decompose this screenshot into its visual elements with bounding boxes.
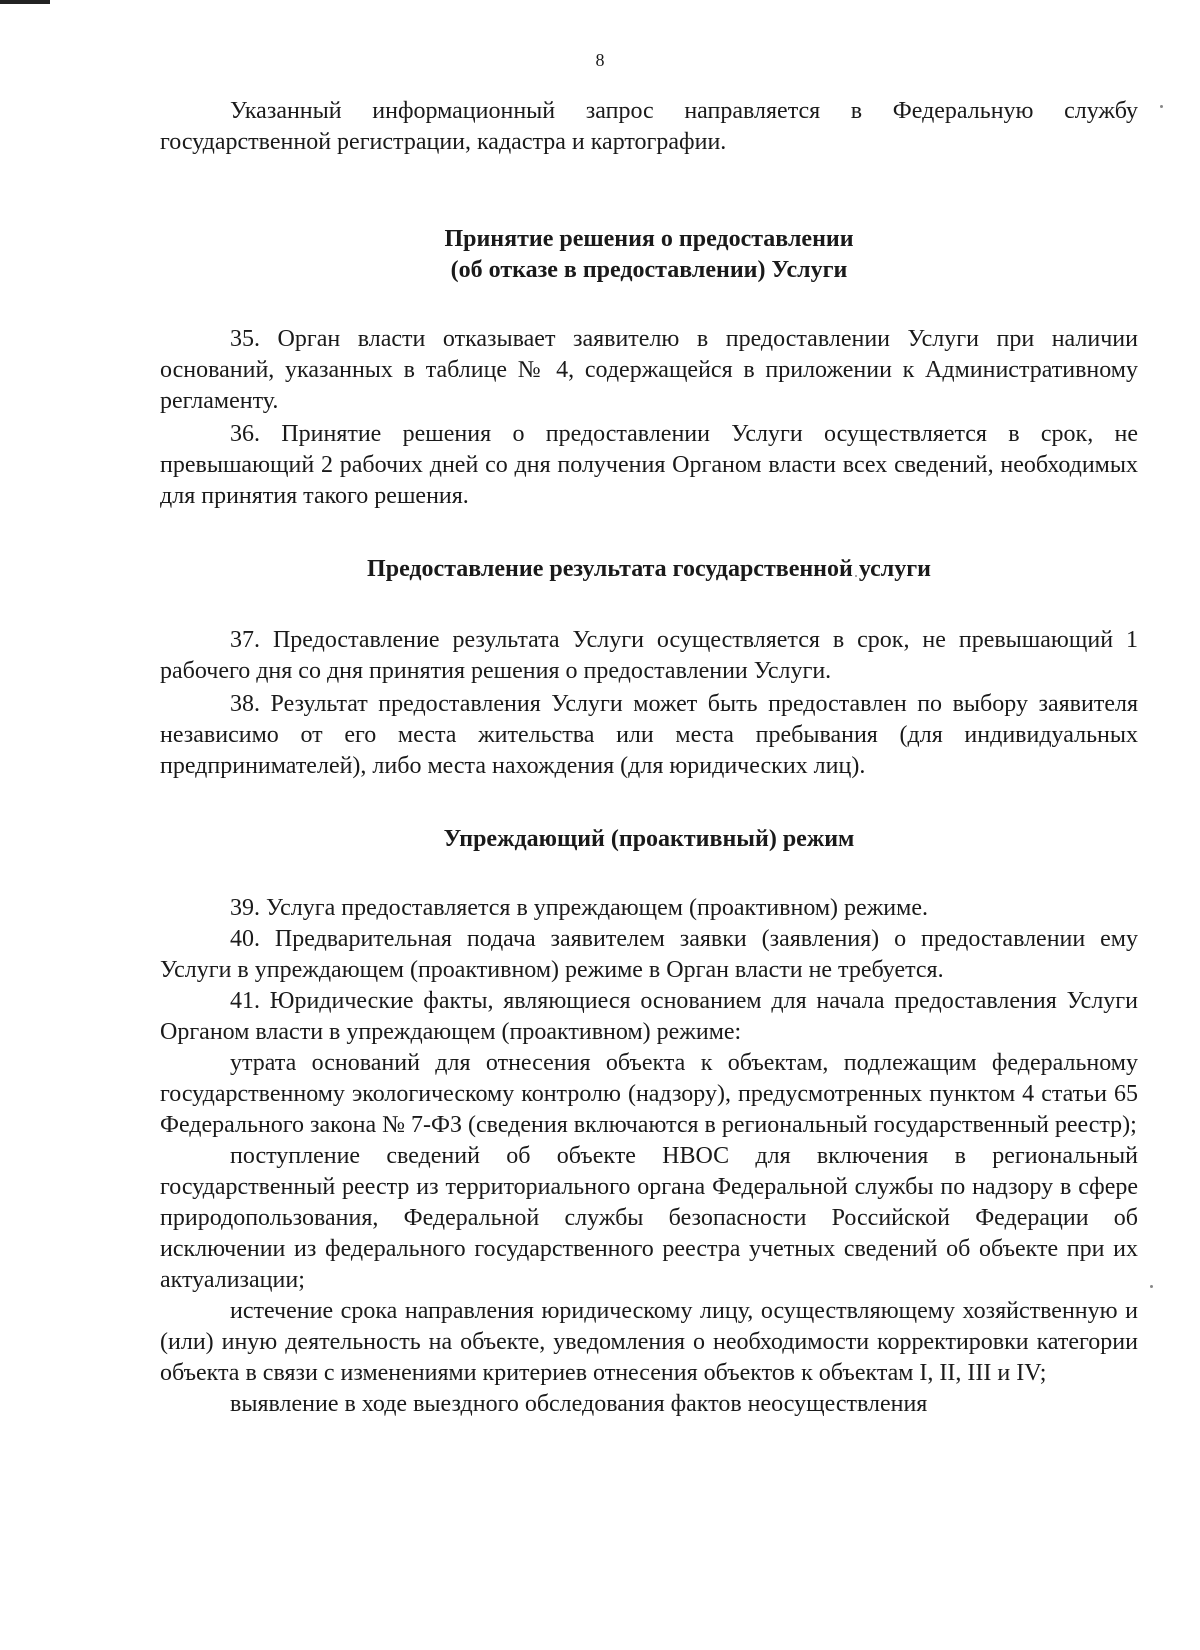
paragraph-38: 38. Результат предоставления Услуги может быть предоставлен по выбору заявителя независимо от его места жительства или места пребывания (для индивидуальных предпринимателей), либо места нахождения (для юридических лиц). [160, 691, 1138, 779]
section-heading-result: Предоставление результата государственной услуги [367, 556, 931, 582]
scan-speck [1150, 1285, 1153, 1288]
list-item-3: истечение срока направления юридическому лицу, осуществляющему хозяйственную и (или) иную деятельность на объекте, уведомления о необходимости корректировки категории объекта в связи с изменениями критериев отнесения объектов к объектам I, II, III и IV; [160, 1298, 1138, 1386]
scan-speck [1160, 105, 1163, 108]
list-item-1: утрата оснований для отнесения объекта к объектам, подлежащим федеральному государственному экологическому контролю (надзору), предусмотренных пунктом 4 статьи 65 Федерального закона № 7-ФЗ (сведения включаются в региональный государственный реестр); [160, 1050, 1138, 1138]
paragraph-35: 35. Орган власти отказывает заявителю в предоставлении Услуги при наличии оснований, указанных в таблице № 4, содержащейся в приложении к Административному регламенту. [160, 326, 1138, 414]
paragraph-37: 37. Предоставление результата Услуги осуществляется в срок, не превышающий 1 рабочего дня со дня принятия решения о предоставлении Услуги. [160, 627, 1138, 684]
paragraph-41: 41. Юридические факты, являющиеся основанием для начала предоставления Услуги Органом власти в упреждающем (проактивном) режиме: [160, 988, 1138, 1045]
paragraph-40: 40. Предварительная подача заявителем заявки (заявления) о предоставлении ему Услуги в упреждающем (проактивном) режиме в Орган власти не требуется. [160, 926, 1138, 983]
document-body [160, 96, 1138, 1420]
section-heading-proactive: Упреждающий (проактивный) режим [443, 826, 855, 852]
scan-edge-mark [0, 0, 50, 4]
section-heading-decision [160, 224, 1138, 286]
heading-line: Принятие решения о предоставлении [444, 226, 854, 252]
intro-paragraph: Указанный информационный запрос направляется в Федеральную службу государственной регистрации, кадастра и картографии. [160, 98, 1138, 155]
paragraph-39: 39. Услуга предоставляется в упреждающем (проактивном) режиме. [230, 895, 928, 921]
list-item-4: выявление в ходе выездного обследования фактов неосуществления [230, 1391, 928, 1417]
page-number: 8 [595, 50, 605, 70]
paragraph-36: 36. Принятие решения о предоставлении Услуги осуществляется в срок, не превышающий 2 рабочих дней со дня получения Органом власти всех сведений, необходимых для принятия такого решения. [160, 421, 1138, 509]
list-item-2: поступление сведений об объекте НВОС для включения в региональный государственный реестр из территориального органа Федеральной службы по надзору в сфере природопользования, Федеральной службы безопасности Российской Федерации об исключении из федерального государственного реестра учетных сведений об объекте при их актуализации; [160, 1143, 1138, 1293]
heading-line: (об отказе в предоставлении) Услуги [450, 257, 848, 283]
